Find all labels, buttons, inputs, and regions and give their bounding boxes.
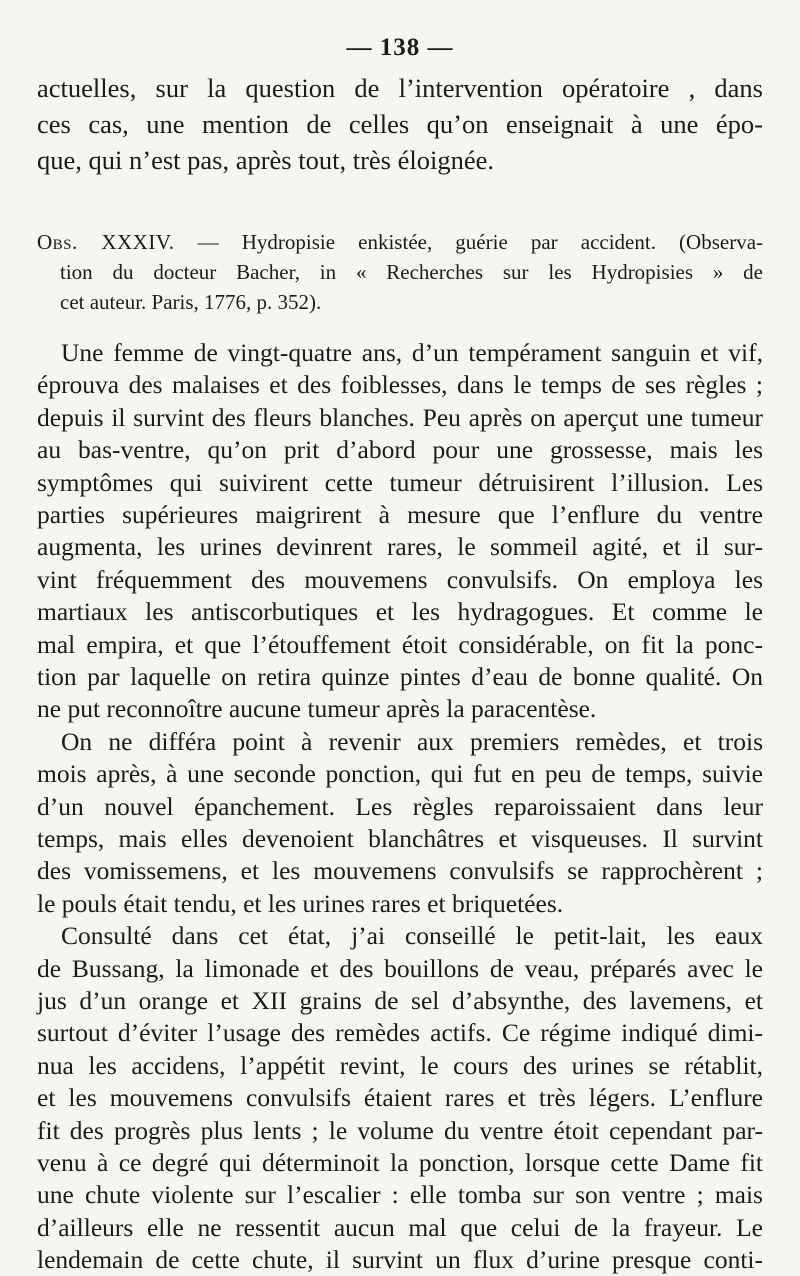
text-line: augmenta, les urines devinrent rares, le sommeil agité, et il sur- — [37, 532, 763, 562]
text-line: des vomissemens, et les mouvemens convulsifs se rapprochèrent ; — [37, 856, 763, 886]
text-line: surtout d’éviter l’usage des remèdes actifs. Ce régime indiqué dimi- — [37, 1018, 763, 1048]
text-line: éprouva des malaises et des foiblesses, dans le temps de ses règles ; — [37, 370, 763, 400]
text-line: Consulté dans cet état, j’ai conseillé le petit-lait, les eaux — [61, 921, 763, 951]
text-line: de Bussang, la limonade et des bouillons de veau, préparés avec le — [37, 953, 763, 983]
text-line: martiaux les antiscorbutiques et les hydragogues. Et comme le — [37, 597, 763, 627]
observation-label: Obs. XXXIV. — [37, 230, 175, 254]
text-line: ne put reconnoître aucune tumeur après la paracentèse. — [37, 694, 597, 724]
text-line: lendemain de cette chute, il survint un flux d’urine presque conti- — [37, 1245, 763, 1275]
text-line: symptômes qui suivirent cette tumeur détruisirent l’illusion. Les — [37, 467, 763, 497]
text-line: jus d’un orange et XII grains de sel d’absynthe, des lavemens, et — [37, 986, 763, 1015]
text-line: mois après, à une seconde ponction, qui fut en peu de temps, suivie — [37, 759, 763, 789]
text-line: nua les accidens, l’appétit revint, le cours des urines se rétablit, — [37, 1050, 763, 1080]
text-line: vint fréquemment des mouvemens convulsifs. On employa les — [37, 564, 763, 594]
text-line: parties supérieures maigrirent à mesure que l’enflure du ventre — [37, 500, 763, 529]
text-line: que, qui n’est pas, après tout, très éloignée. — [37, 145, 494, 175]
text-line: d’ailleurs elle ne ressentit aucun mal que celui de la frayeur. Le — [37, 1212, 763, 1242]
text-line: ces cas, une mention de celles qu’on enseignait à une épo- — [37, 109, 763, 139]
text-line: au bas-ventre, qu’on prit d’abord pour une grossesse, mais les — [37, 435, 763, 465]
text-line: une chute violente sur l’escalier : elle tomba sur son ventre ; mais — [37, 1180, 763, 1210]
observation-title: — Hydropisie enkistée, guérie par accident. (Observa- — [197, 230, 764, 254]
text-line: mal empira, et que l’étouffement étoit considérable, on fit la ponc- — [37, 629, 763, 659]
observation-line: cet auteur. Paris, 1776, p. 352). — [60, 290, 322, 314]
text-line: tion par laquelle on retira quinze pintes d’eau de bonne qualité. On — [37, 662, 763, 691]
text-line: d’un nouvel épanchement. Les règles reparoissaient dans leur — [37, 791, 763, 821]
text-line: venu à ce degré qui déterminoit la ponction, lorsque cette Dame fit — [37, 1148, 763, 1177]
text-line: fit des progrès plus lents ; le volume du ventre étoit cependant par- — [37, 1115, 763, 1145]
observation-line — [37, 226, 763, 258]
text-line: le pouls était tendu, et les urines rares et briquetées. — [37, 888, 564, 918]
text-line: On ne différa point à revenir aux premiers remèdes, et trois — [61, 726, 763, 756]
observation-line: tion du docteur Bacher, in « Recherches sur les Hydropisies » de — [60, 260, 763, 284]
text-line: et les mouvemens convulsifs étaient rares et très légers. L’enflure — [37, 1083, 763, 1113]
page-number: — 138 — — [346, 34, 454, 61]
text-line: depuis il survint des fleurs blanches. Peu après on aperçut une tumeur — [37, 402, 763, 432]
text-line: temps, mais elles devenoient blanchâtres et visqueuses. Il survint — [37, 824, 763, 853]
text-line: Une femme de vingt-quatre ans, d’un tempérament sanguin et vif, — [61, 338, 763, 367]
text-line: actuelles, sur la question de l’intervention opératoire , dans — [37, 73, 763, 103]
